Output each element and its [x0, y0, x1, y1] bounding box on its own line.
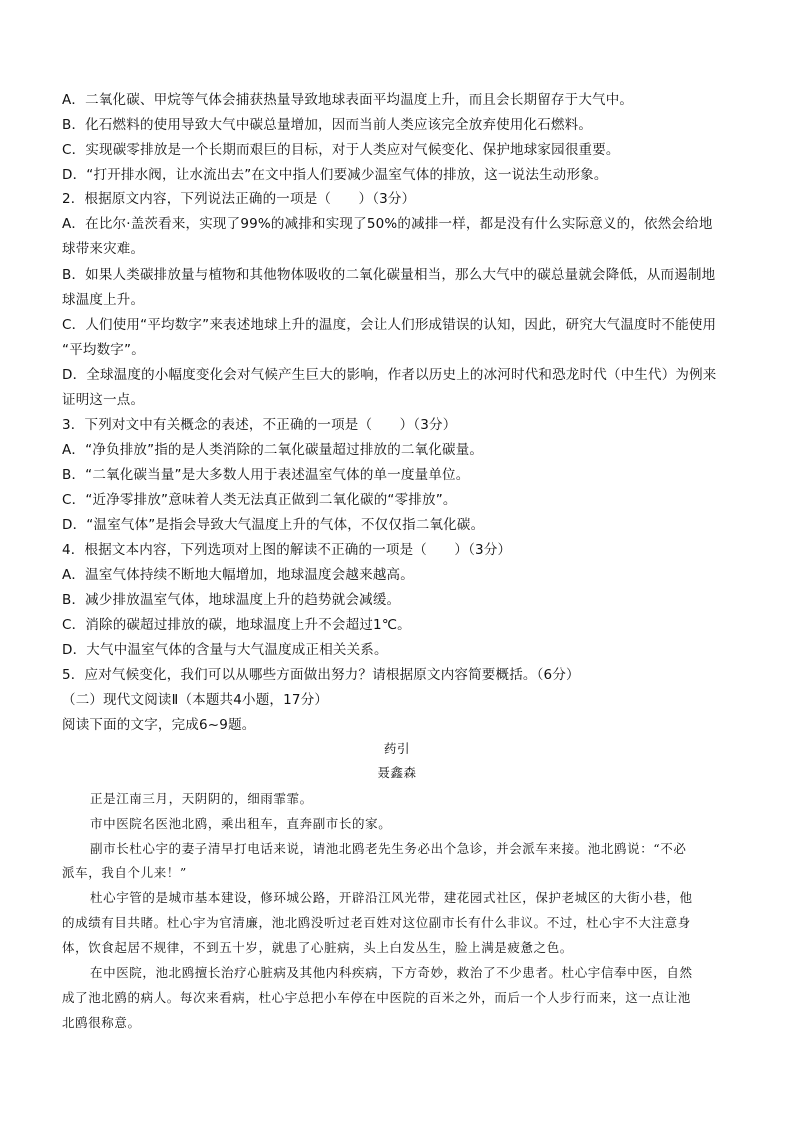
option-b-q3: B．“二氧化碳当量”是大多数人用于表述温室气体的单一度量单位。: [62, 467, 470, 483]
option-c-q1: C．实现碳零排放是一个长期而艰巨的目标，对于人类应对气候变化、保护地球家园很重要。: [62, 142, 620, 158]
story-paragraph: 杜心宇管的是城市基本建设，修环城公路，开辟沿江风光带，建花园式社区，保护老城区的大街小巷，他: [90, 890, 693, 905]
question-3: 3．下列对文中有关概念的表述，不正确的一项是（ ）（3分）: [62, 417, 457, 433]
reading-instruction: 阅读下面的文字，完成6~9题。: [62, 717, 256, 733]
option-b-q2: B．如果人类碳排放量与植物和其他物体吸收的二氧化碳量相当，那么大气中的碳总量就会降低，从而遏制地: [62, 267, 716, 283]
option-a-q2-cont: 球带来灾难。: [62, 241, 145, 257]
story-paragraph: 正是江南三月，天阴阴的，细雨霏霏。: [90, 791, 313, 806]
option-a-q4: A．温室气体持续不断地大幅增加，地球温度会越来越高。: [62, 567, 414, 583]
question-2: 2．根据原文内容，下列说法正确的一项是（ ）（3分）: [62, 191, 416, 207]
option-b-q2-cont: 球温度上升。: [62, 292, 145, 308]
option-c-q2-cont: “平均数字”。: [62, 342, 145, 358]
story-paragraph-cont: 的成绩有目共睹。杜心宇为官清廉，池北鸥没听过老百姓对这位副市长有什么非议。不过，杜心宇不大注意身: [62, 915, 691, 930]
option-a-q1: A．二氧化碳、甲烷等气体会捕获热量导致地球表面平均温度上升，而且会长期留存于大气中。: [62, 92, 634, 108]
option-b-q1: B．化石燃料的使用导致大气中碳总量增加，因而当前人类应该完全放弃使用化石燃料。: [62, 117, 593, 133]
option-c-q2: C．人们使用“平均数字”来表述地球上升的温度，会让人们形成错误的认知，因此，研究大气温度时不能使用: [62, 317, 717, 333]
story-author: 聂鑫森: [377, 765, 417, 780]
story-paragraph-cont: 成了池北鸥的病人。每次来看病，杜心宇总把小车停在中医院的百米之外，而后一个人步行而来，这一点让池: [62, 990, 691, 1005]
option-d-q2: D．全球温度的小幅度变化会对气候产生巨大的影响，作者以历史上的冰河时代和恐龙时代（中生代）为例来: [62, 367, 717, 383]
question-5: 5．应对气候变化，我们可以从哪些方面做出努力？请根据原文内容简要概括。（6分）: [62, 667, 580, 683]
option-d-q1: D．“打开排水阀，让水流出去”在文中指人们要减少温室气体的排放，这一说法生动形象。: [62, 167, 608, 183]
story-paragraph-cont: 派车，我自个儿来！”: [62, 865, 187, 880]
option-d-q3: D．“温室气体”是指会导致大气温度上升的气体，不仅仅指二氧化碳。: [62, 517, 485, 533]
story-paragraph-cont: 体，饮食起居不规律，不到五十岁，就患了心脏病，头上白发丛生，脸上满是疲惫之色。: [62, 940, 573, 955]
option-d-q4: D．大气中温室气体的含量与大气温度成正相关关系。: [62, 642, 388, 658]
question-4: 4．根据文本内容，下列选项对上图的解读不正确的一项是（ ）（3分）: [62, 542, 512, 558]
story-paragraph: 副市长杜心宇的妻子清早打电话来说，请池北鸥老先生务必出个急诊，并会派车来接。池北鸥说：“不必: [90, 841, 687, 856]
option-a-q3: A．“净负排放”指的是人类消除的二氧化碳量超过排放的二氧化碳量。: [62, 442, 484, 458]
option-c-q4: C．消除的碳超过排放的碳，地球温度上升不会超过1℃。: [62, 617, 411, 633]
option-c-q3: C．“近净零排放”意味着人类无法真正做到二氧化碳的“零排放”。: [62, 492, 457, 508]
option-a-q2: A．在比尔·盖茨看来，实现了99%的减排和实现了50%的减排一样，都是没有什么实际意义的，依然会给地: [62, 216, 713, 232]
story-paragraph-cont: 北鸥很称意。: [62, 1015, 141, 1030]
story-paragraph: 在中医院，池北鸥擅长治疗心脏病及其他内科疾病，下方奇妙，救治了不少患者。杜心宇信奉中医，自然: [90, 965, 693, 980]
section-heading: （二）现代文阅读Ⅱ（本题共4小题，17分）: [62, 692, 329, 708]
story-title: 药引: [383, 741, 411, 756]
option-d-q2-cont: 证明这一点。: [62, 392, 145, 408]
story-paragraph: 市中医院名医池北鸥，乘出租车，直奔副市长的家。: [90, 816, 392, 831]
option-b-q4: B．减少排放温室气体，地球温度上升的趋势就会减缓。: [62, 592, 401, 608]
